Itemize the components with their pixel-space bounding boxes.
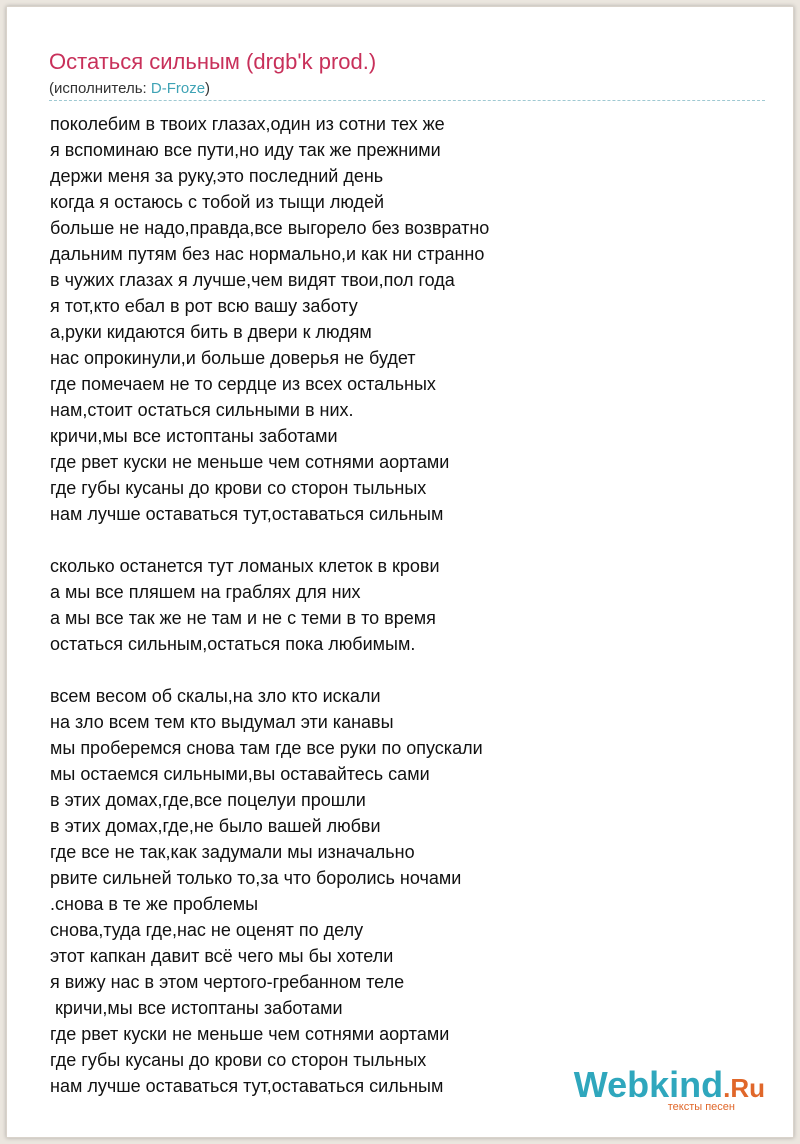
logo-tagline: тексты песен — [667, 1101, 735, 1113]
logo-domain: .Ru — [723, 1073, 765, 1103]
lyric-line: больше не надо,правда,все выгорело без возвратно — [50, 218, 490, 238]
song-title: Остаться сильным (drgb'k prod.) — [49, 49, 377, 74]
lyric-line: где помечаем не то сердце из всех остальных — [50, 374, 436, 394]
performer-prefix: (исполнитель: — [49, 80, 151, 97]
lyric-line: кричи,мы все истоптаны заботами — [50, 998, 343, 1018]
site-logo[interactable] — [574, 1066, 765, 1113]
lyric-line: дальним путям без нас нормально,и как ни странно — [50, 244, 485, 264]
lyric-line: сколько останется тут ломаных клеток в крови — [50, 556, 440, 576]
lyric-line: всем весом об скалы,на зло кто искали — [50, 686, 381, 706]
lyric-line: нам лучше оставаться тут,оставаться сильным — [50, 504, 444, 524]
lyric-line: нам,стоит остаться сильными в них. — [50, 400, 354, 420]
lyric-line: а мы все пляшем на граблях для них — [50, 582, 361, 602]
lyric-line: нам лучше оставаться тут,оставаться сильным — [50, 1076, 444, 1096]
lyric-line: я тот,кто ебал в рот всю вашу заботу — [50, 296, 358, 316]
performer-suffix: ) — [205, 80, 211, 97]
lyric-line: на зло всем тем кто выдумал эти канавы — [50, 712, 394, 732]
lyric-line: держи меня за руку,это последний день — [50, 166, 384, 186]
page-frame — [6, 6, 794, 1138]
lyrics-body — [50, 111, 770, 1099]
lyric-line: мы остаемся сильными,вы оставайтесь сами — [50, 764, 430, 784]
lyric-line: где губы кусаны до крови со сторон тыльных — [50, 478, 427, 498]
lyric-line — [50, 657, 770, 683]
lyric-line: мы проберемся снова там где все руки по опускали — [50, 738, 483, 758]
lyric-line: где губы кусаны до крови со сторон тыльных — [50, 1050, 427, 1070]
lyric-line: где рвет куски не меньше чем сотнями аортами — [50, 1024, 450, 1044]
lyric-line: .снова в те же проблемы — [50, 894, 259, 914]
lyric-line: нас опрокинули,и больше доверья не будет — [50, 348, 416, 368]
lyric-line: а,руки кидаются бить в двери к людям — [50, 322, 372, 342]
lyric-line: я вспоминаю все пути,но иду так же прежними — [50, 140, 441, 160]
lyric-line: где рвет куски не меньше чем сотнями аортами — [50, 452, 450, 472]
logo-main-text: Webkind — [573, 1064, 724, 1105]
lyric-line: в этих домах,где,все поцелуи прошли — [50, 790, 366, 810]
lyric-line — [50, 527, 770, 553]
lyric-line: в этих домах,где,не было вашей любви — [50, 816, 381, 836]
lyric-line: где все не так,как задумали мы изначально — [50, 842, 415, 862]
lyric-line: остаться сильным,остаться пока любимым. — [50, 634, 416, 654]
lyric-line: в чужих глазах я лучше,чем видят твои,пол года — [50, 270, 455, 290]
title-divider — [49, 100, 765, 101]
performer-line — [49, 80, 210, 97]
lyric-line: я вижу нас в этом чертого-гребанном теле — [50, 972, 405, 992]
lyric-line: поколебим в твоих глазах,один из сотни тех же — [50, 114, 445, 134]
artist-link[interactable]: D-Froze — [150, 80, 206, 97]
lyric-line: а мы все так же не там и не с теми в то время — [50, 608, 436, 628]
lyric-line: когда я остаюсь с тобой из тыщи людей — [50, 192, 385, 212]
lyric-line: этот капкан давит всё чего мы бы хотели — [50, 946, 394, 966]
lyric-line: снова,туда где,нас не оценят по делу — [50, 920, 364, 940]
lyric-line: рвите сильней только то,за что боролись ночами — [50, 868, 462, 888]
lyric-line: кричи,мы все истоптаны заботами — [50, 426, 338, 446]
